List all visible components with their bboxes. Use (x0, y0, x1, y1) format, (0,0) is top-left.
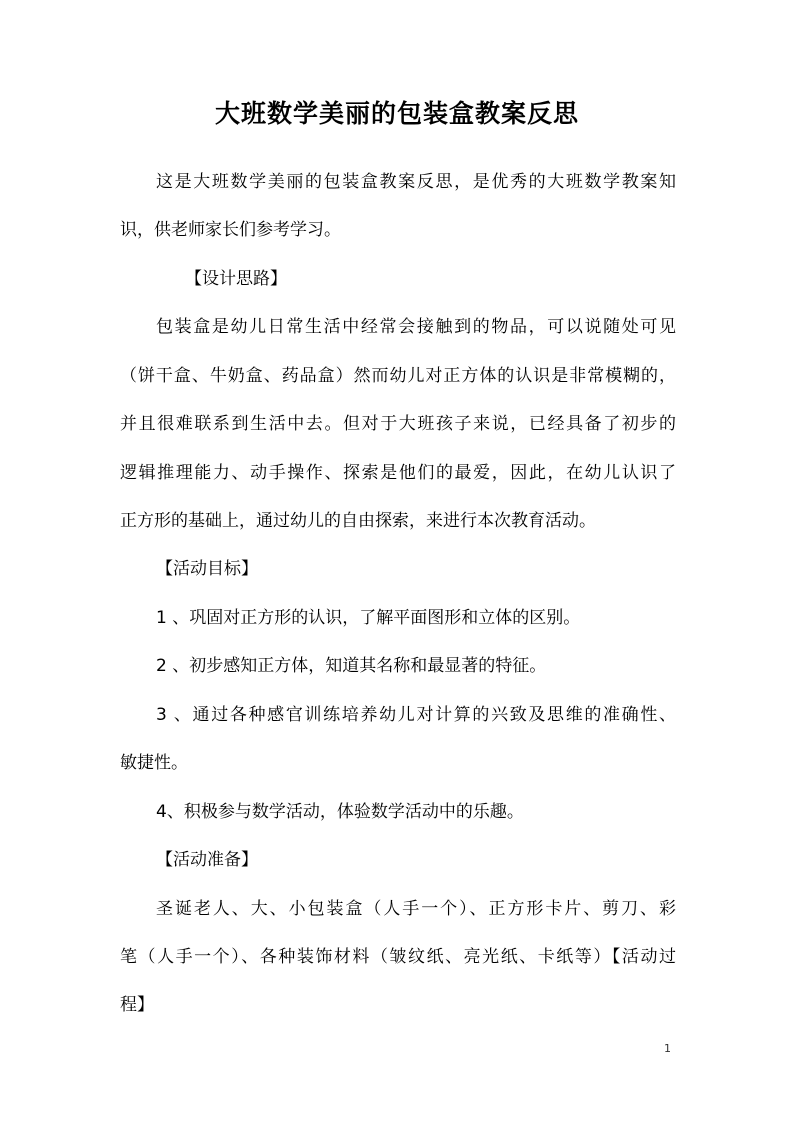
paragraph-line: 识，供老师家长们参考学习。 (120, 220, 341, 240)
list-item: 2 、初步感知正方体，知道其名称和最显著的特征。 (156, 656, 547, 676)
list-item: 4、积极参与数学活动，体验数学活动中的乐趣。 (156, 802, 524, 822)
paragraph-line: 这是大班数学美丽的包装盒教案反思，是优秀的大班数学教案知 (156, 172, 676, 192)
paragraph-line: 并且很难联系到生活中去。但对于大班孩子来说，已经具备了初步的 (120, 414, 676, 434)
list-item: 1 、巩固对正方形的认识，了解平面图形和立体的区别。 (156, 608, 581, 628)
paragraph-line: 圣诞老人、大、小包装盒（人手一个）、正方形卡片、剪刀、彩 (156, 899, 676, 919)
section-heading: 【活动准备】 (156, 850, 258, 870)
list-item-continuation: 敏捷性。 (120, 753, 188, 773)
paragraph-line: 正方形的基础上，通过幼儿的自由探索，来进行本次教育活动。 (120, 511, 596, 531)
paragraph-line: （饼干盒、牛奶盒、药品盒）然而幼儿对正方体的认识是非常模糊的， (120, 366, 676, 386)
paragraph-line: 包装盒是幼儿日常生活中经常会接触到的物品，可以说随处可见 (156, 317, 676, 337)
paragraph-line: 程】 (120, 995, 154, 1015)
paragraph-line: 笔（人手一个）、各种装饰材料（皱纹纸、亮光纸、卡纸等）【活动过 (120, 947, 676, 967)
paragraph-line: 逻辑推理能力、动手操作、探索是他们的最爱，因此，在幼儿认识了 (120, 463, 676, 483)
list-item: 3 、通过各种感官训练培养幼儿对计算的兴致及思维的准确性、 (156, 705, 676, 725)
document-title: 大班数学美丽的包装盒教案反思 (214, 99, 579, 128)
page-number: 1 (664, 1042, 671, 1055)
section-heading: 【活动目标】 (156, 559, 258, 579)
section-heading: 【设计思路】 (185, 269, 287, 289)
